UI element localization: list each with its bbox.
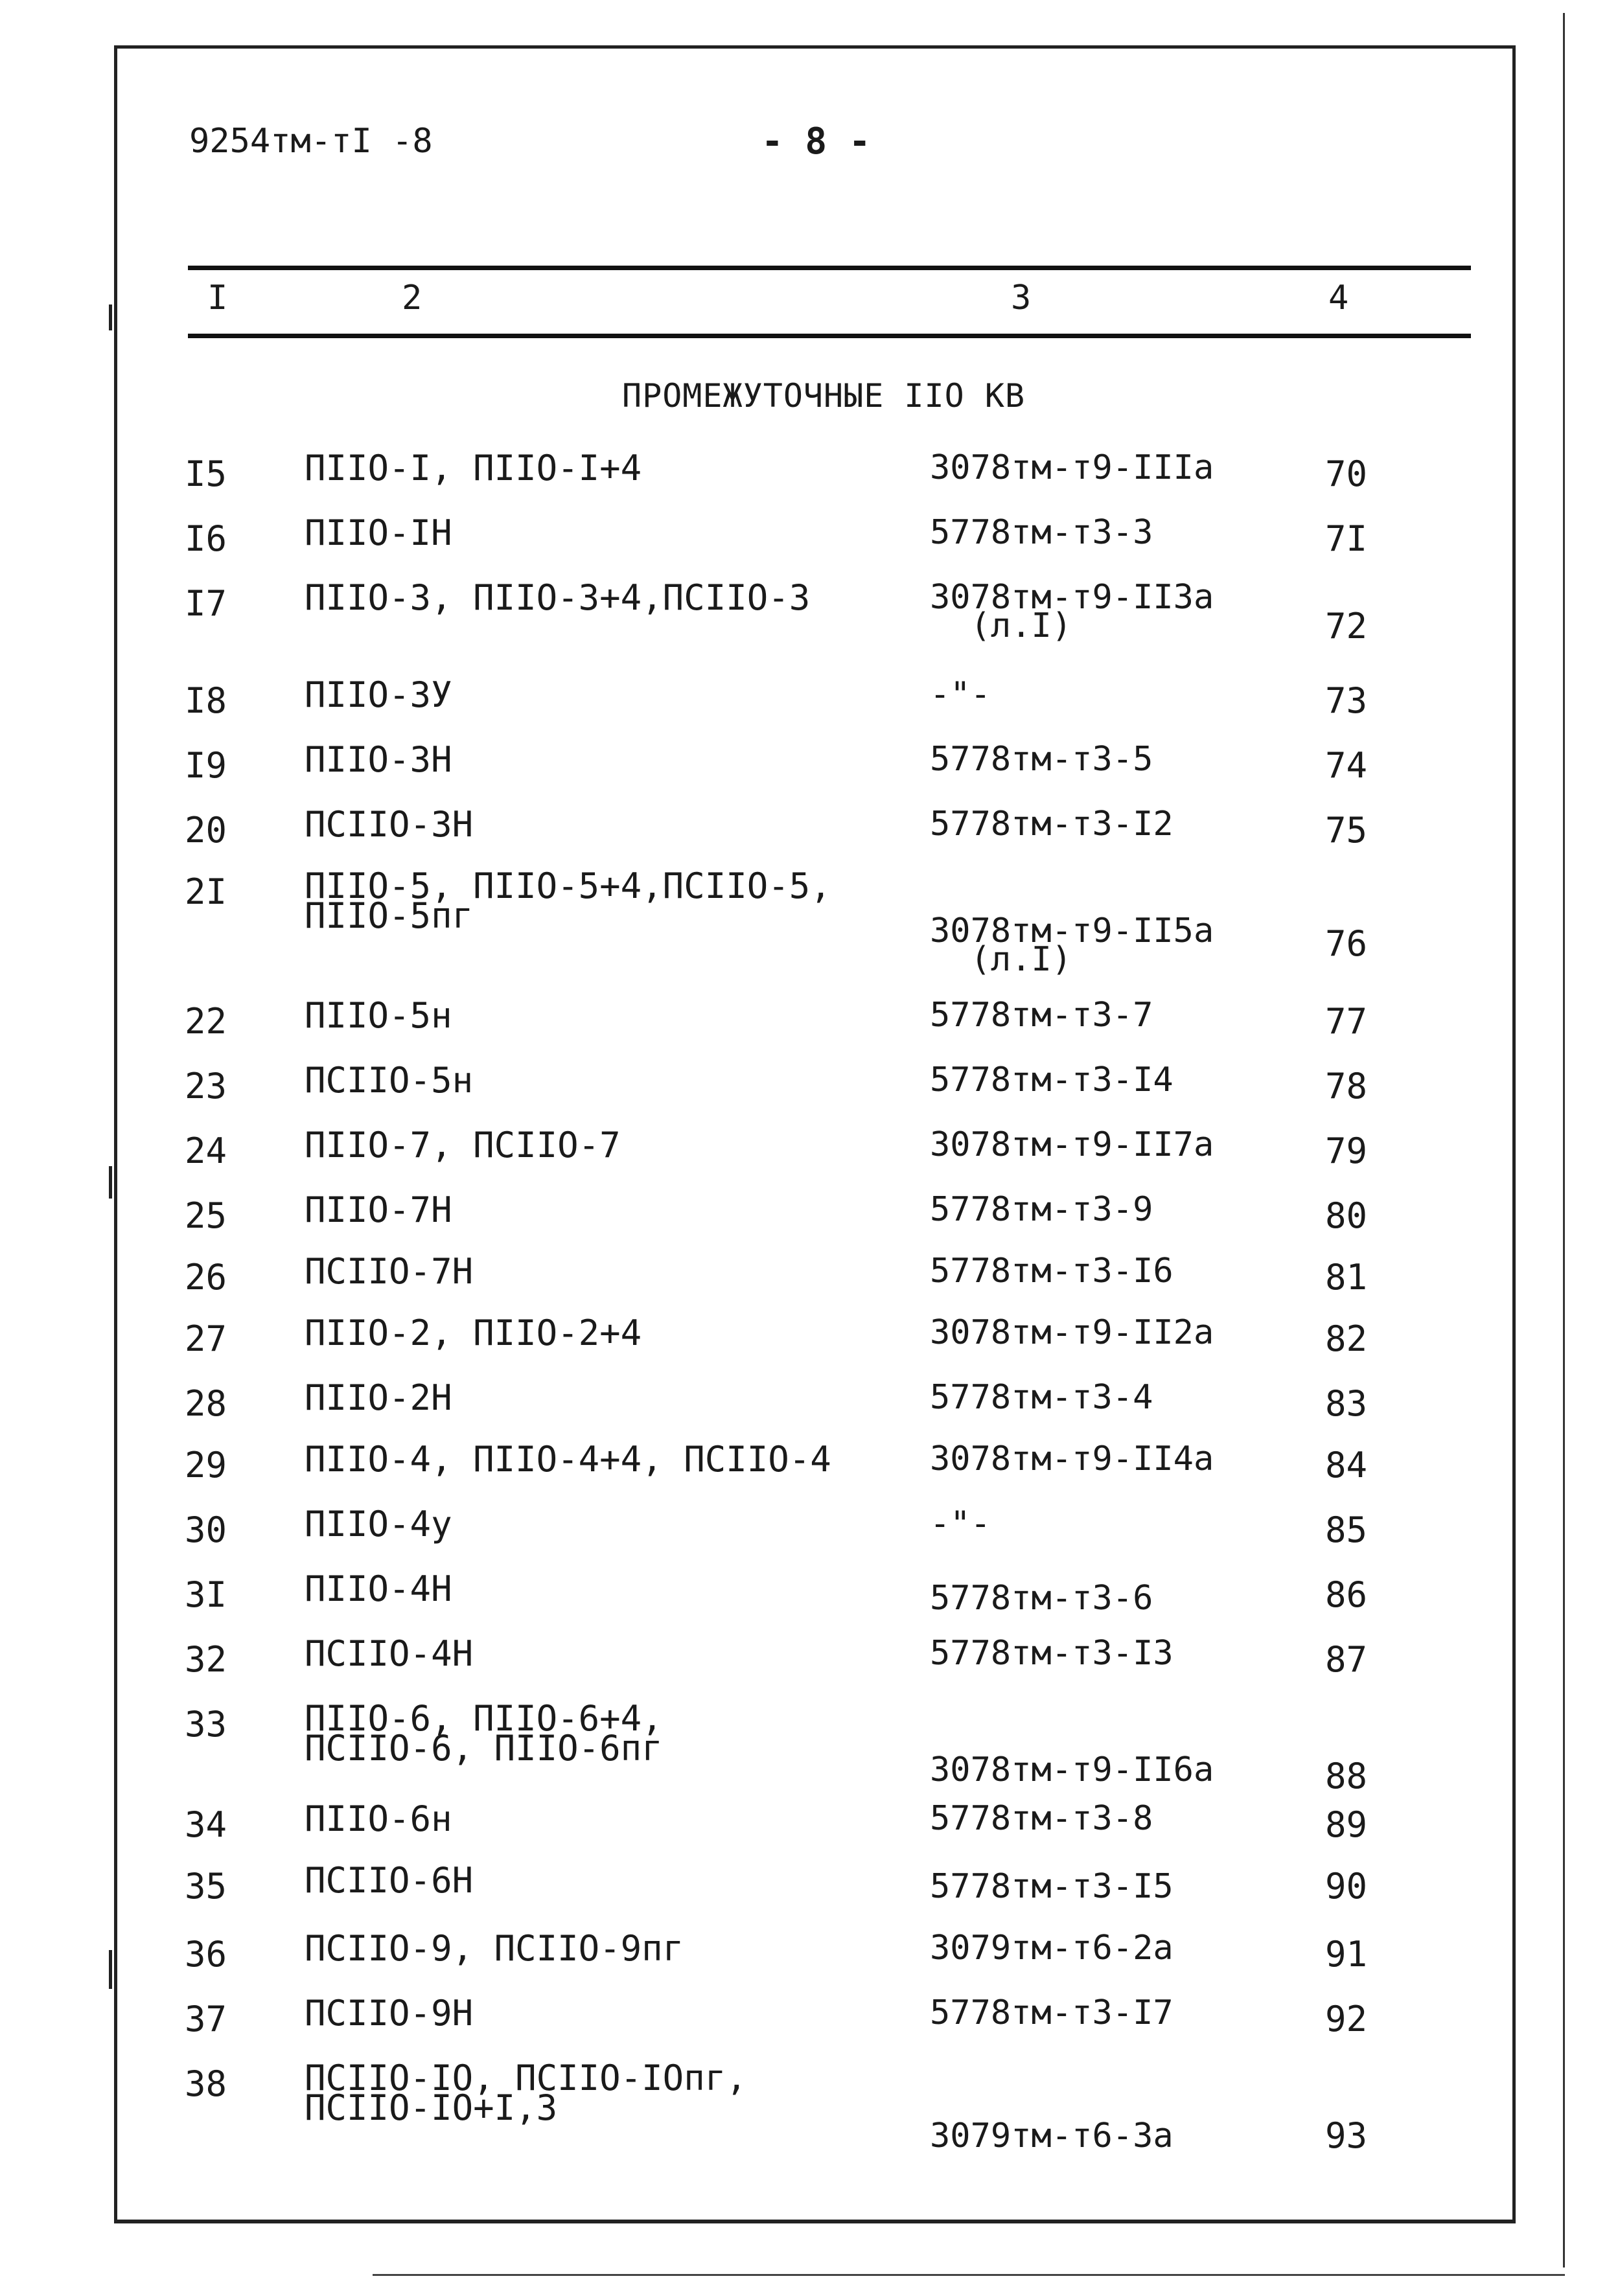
support-type: ПIIO-3Н — [305, 739, 452, 780]
drawing-ref: 3078тм-т9-IIIа — [930, 448, 1214, 487]
support-type: ПIIO-3, ПIIO-3+4,ПСIIO-3 — [305, 577, 811, 618]
column-number-3: 3 — [1011, 279, 1032, 317]
support-type: ПСIIO-7Н — [305, 1251, 474, 1292]
scan-mark — [109, 304, 112, 330]
row-number: 24 — [185, 1131, 227, 1171]
table-header-rule — [188, 334, 1471, 338]
scan-edge-right — [1563, 13, 1565, 2267]
table-row — [0, 1377, 1607, 1424]
drawing-ref: 5778тм-т3-I7 — [930, 1993, 1173, 2032]
sheet-number: 90 — [1325, 1866, 1368, 1907]
section-title: ПРОМЕЖУТОЧНЫЕ IIO КВ — [622, 377, 1026, 415]
support-type: ПIIO-4Н — [305, 1568, 452, 1609]
drawing-ref: 5778тм-т3-3 — [930, 513, 1153, 552]
drawing-ref: 3078тм-т9-II5а (л.I) — [930, 912, 1214, 979]
row-number: I9 — [185, 745, 227, 786]
row-number: 32 — [185, 1639, 227, 1680]
support-type: ПIIO-6, ПIIO-6+4, ПСIIO-6, ПIIO-6пг — [305, 1698, 663, 1769]
row-number: 34 — [185, 1804, 227, 1845]
sheet-number: 91 — [1325, 1934, 1368, 1975]
support-type: ПIIO-I, ПIIO-I+4 — [305, 448, 642, 488]
table-row — [0, 448, 1607, 494]
support-type: ПСIIO-4Н — [305, 1633, 474, 1674]
sheet-number: 87 — [1325, 1639, 1368, 1680]
drawing-ref: 3078тм-т9-II6а — [930, 1751, 1214, 1789]
row-number: 2I — [185, 871, 227, 912]
row-number: 37 — [185, 1999, 227, 2039]
sheet-number: 73 — [1325, 680, 1368, 721]
table-row — [0, 1251, 1607, 1298]
table-row — [0, 866, 1607, 979]
support-type: ПСIIO-9, ПСIIO-9пг — [305, 1928, 684, 1969]
drawing-ref: -"- — [930, 675, 991, 714]
sheet-number: 70 — [1325, 453, 1368, 494]
support-type: ПIIO-4, ПIIO-4+4, ПСIIO-4 — [305, 1439, 831, 1480]
table-row — [0, 1698, 1607, 1797]
table-row — [0, 1860, 1607, 1907]
drawing-ref: 3078тм-т9-II4а — [930, 1440, 1214, 1478]
drawing-ref: 5778тм-т3-I3 — [930, 1634, 1173, 1673]
table-row — [0, 995, 1607, 1042]
table-row — [0, 2058, 1607, 2156]
drawing-ref: 5778тм-т3-I4 — [930, 1061, 1173, 1099]
table-row — [0, 739, 1607, 786]
table-top-rule — [188, 266, 1471, 270]
row-number: 23 — [185, 1066, 227, 1107]
drawing-ref: 3079тм-т6-3а — [930, 2117, 1173, 2155]
drawing-ref: -"- — [930, 1504, 991, 1543]
support-type: ПСIIO-6Н — [305, 1860, 474, 1901]
support-type: ПIIO-3У — [305, 674, 452, 715]
row-number: 26 — [185, 1257, 227, 1298]
column-number-4: 4 — [1328, 279, 1349, 317]
page-frame-bottom — [114, 2220, 1516, 2223]
table-row — [0, 1504, 1607, 1550]
row-number: 35 — [185, 1866, 227, 1907]
row-number: 38 — [185, 2063, 227, 2104]
table-row — [0, 1798, 1607, 1845]
table-row — [0, 804, 1607, 851]
row-number: I5 — [185, 453, 227, 494]
scan-mark — [109, 1950, 112, 1989]
scan-edge-bottom — [373, 2274, 1565, 2276]
row-number: 20 — [185, 810, 227, 851]
row-number: 29 — [185, 1445, 227, 1486]
drawing-ref: 5778тм-т3-7 — [930, 996, 1153, 1035]
support-type: ПIIO-6н — [305, 1798, 452, 1839]
table-row — [0, 1993, 1607, 2039]
table-row — [0, 1313, 1607, 1359]
drawing-ref: 5778тм-т3-I6 — [930, 1252, 1173, 1291]
sheet-number: 74 — [1325, 745, 1368, 786]
sheet-number: 83 — [1325, 1383, 1368, 1424]
sheet-number: 85 — [1325, 1510, 1368, 1550]
sheet-number: 79 — [1325, 1131, 1368, 1171]
scan-mark — [109, 1166, 112, 1199]
sheet-number: 84 — [1325, 1445, 1368, 1486]
sheet-number: 81 — [1325, 1257, 1368, 1298]
row-number: 30 — [185, 1510, 227, 1550]
row-number: 33 — [185, 1704, 227, 1745]
row-number: 3I — [185, 1574, 227, 1615]
table-row — [0, 1060, 1607, 1107]
column-number-1: I — [207, 279, 228, 317]
drawing-ref: 5778тм-т3-9 — [930, 1190, 1153, 1229]
support-type: ПIIO-7, ПСIIO-7 — [305, 1125, 621, 1165]
row-number: I8 — [185, 680, 227, 721]
row-number: 28 — [185, 1383, 227, 1424]
drawing-ref: 3078тм-т9-II2а — [930, 1313, 1214, 1352]
sheet-number: 77 — [1325, 1001, 1368, 1042]
table-row — [0, 674, 1607, 721]
drawing-ref: 5778тм-т3-8 — [930, 1799, 1153, 1838]
document-code: 9254тм-тI -8 — [189, 122, 433, 161]
row-number: 27 — [185, 1318, 227, 1359]
table-row — [0, 1125, 1607, 1171]
support-type: ПСIIO-5н — [305, 1060, 474, 1101]
table-row — [0, 577, 1607, 647]
sheet-number: 82 — [1325, 1318, 1368, 1359]
support-type: ПIIO-IН — [305, 512, 452, 553]
drawing-ref: 3078тм-т9-II7а — [930, 1125, 1214, 1164]
support-type: ПIIO-2Н — [305, 1377, 452, 1418]
support-type: ПIIO-5, ПIIO-5+4,ПСIIO-5, ПIIO-5пг — [305, 866, 831, 936]
support-type: ПIIO-7Н — [305, 1189, 452, 1230]
column-number-2: 2 — [402, 279, 422, 317]
table-row — [0, 1633, 1607, 1680]
table-row — [0, 1439, 1607, 1486]
sheet-number: 92 — [1325, 1999, 1368, 2039]
drawing-ref: 5778тм-т3-6 — [930, 1579, 1153, 1618]
sheet-number: 78 — [1325, 1066, 1368, 1107]
sheet-number: 75 — [1325, 810, 1368, 851]
support-type: ПIIO-2, ПIIO-2+4 — [305, 1313, 642, 1353]
drawing-ref: 5778тм-т3-5 — [930, 740, 1153, 779]
page-frame-top — [115, 45, 1515, 49]
drawing-ref: 5778тм-т3-4 — [930, 1378, 1153, 1417]
row-number: 22 — [185, 1001, 227, 1042]
row-number: 36 — [185, 1934, 227, 1975]
sheet-number: 7I — [1325, 518, 1368, 559]
support-type: ПIIO-5н — [305, 995, 452, 1036]
row-number: I6 — [185, 518, 227, 559]
drawing-ref: 3078тм-т9-II3а (л.I) — [930, 578, 1214, 645]
table-row — [0, 1189, 1607, 1236]
table-row — [0, 1568, 1607, 1618]
drawing-ref: 5778тм-т3-I2 — [930, 805, 1173, 844]
sheet-number: 80 — [1325, 1195, 1368, 1236]
sheet-number: 89 — [1325, 1804, 1368, 1845]
support-type: ПIIO-4у — [305, 1504, 452, 1544]
sheet-number: 76 — [1325, 923, 1368, 964]
support-type: ПСIIO-IO, ПСIIO-IOпг, ПСIIO-IO+I,3 — [305, 2058, 747, 2128]
row-number: 25 — [185, 1195, 227, 1236]
row-number: I7 — [185, 583, 227, 624]
sheet-number: 93 — [1325, 2115, 1368, 2156]
page-number: - 8 - — [761, 121, 871, 163]
table-row — [0, 512, 1607, 559]
support-type: ПСIIO-3Н — [305, 804, 474, 845]
support-type: ПСIIO-9Н — [305, 1993, 474, 2034]
drawing-ref: 5778тм-т3-I5 — [930, 1867, 1173, 1906]
sheet-number: 86 — [1325, 1574, 1368, 1615]
drawing-ref: 3079тм-т6-2а — [930, 1929, 1173, 1968]
sheet-number: 88 — [1325, 1756, 1368, 1797]
table-row — [0, 1928, 1607, 1975]
sheet-number: 72 — [1325, 606, 1368, 647]
